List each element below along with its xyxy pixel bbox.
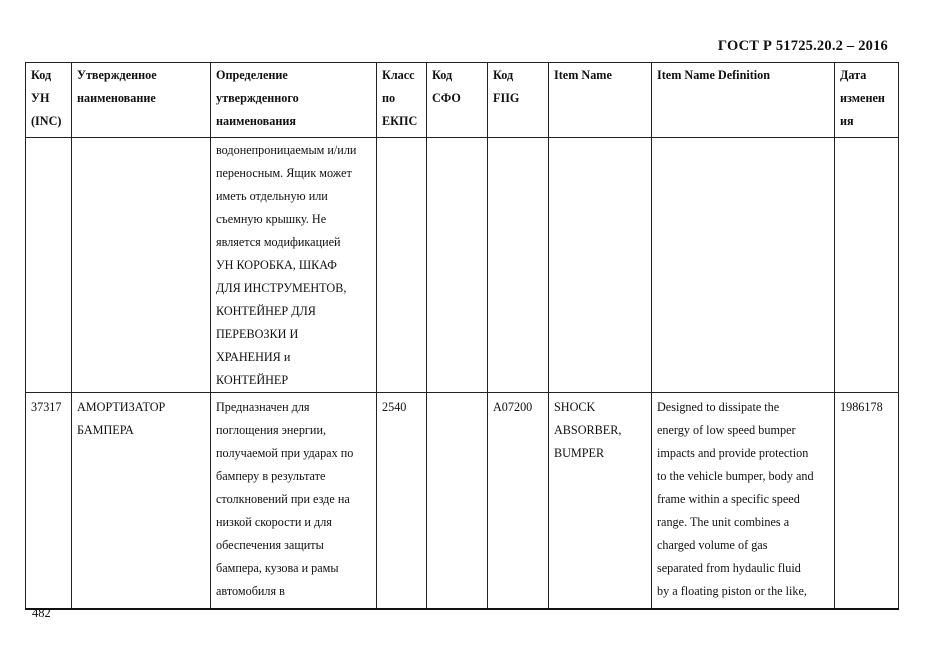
header-item-name <box>549 63 652 138</box>
cell-text-line: ДЛЯ ИНСТРУМЕНТОВ, <box>216 281 347 295</box>
cell-text-line: 37317 <box>31 400 62 414</box>
cell-text-line: 2540 <box>382 400 407 414</box>
cell-text-line: ия <box>840 114 854 128</box>
header-class-ekps <box>377 63 427 138</box>
cell-text-line: иметь отдельную или <box>216 189 328 203</box>
cell-text-line: 1986178 <box>840 400 883 414</box>
cell-fiig-code <box>488 393 549 610</box>
cell-text-line: ЕКПС <box>382 114 418 128</box>
page-number: 482 <box>32 606 51 620</box>
cell-text-line: frame within a specific speed <box>657 492 800 506</box>
cell-text-line: energy of low speed bumper <box>657 423 796 437</box>
cell-text-line: ПЕРЕВОЗКИ И <box>216 327 299 341</box>
cell-name-definition <box>211 393 377 610</box>
cell-text-line: A07200 <box>493 400 533 414</box>
cell-text-line: столкновений при езде на <box>216 492 350 506</box>
cell-text-line: СФО <box>432 91 461 105</box>
cell-text-line: УН <box>31 91 50 105</box>
header-fiig-code <box>488 63 549 138</box>
cell-text-line: range. The unit combines a <box>657 515 790 529</box>
table-header-row <box>26 63 899 138</box>
cell-text-line: to the vehicle bumper, body and <box>657 469 814 483</box>
cell-text-line: by a floating piston or the like, <box>657 584 807 598</box>
cell-text-line: БАМПЕРА <box>77 423 134 437</box>
cell-text-line: FIIG <box>493 91 520 105</box>
cell-inc-code <box>26 393 72 610</box>
header-inc-code <box>26 63 72 138</box>
cell-text-line: charged volume of gas <box>657 538 768 552</box>
cell-text-line: получаемой при ударах по <box>216 446 354 460</box>
header-change-date <box>835 63 899 138</box>
cell-class-ekps <box>377 393 427 610</box>
cell-text-line: Утвержденное <box>77 68 157 82</box>
cell-text-line: Код <box>31 68 52 82</box>
cell-item-name <box>549 138 652 393</box>
cell-text-line: SHOCK <box>554 400 596 414</box>
cell-text-line: водонепроницаемым и/или <box>216 143 357 157</box>
cell-change-date <box>835 393 899 610</box>
cell-text-line: ХРАНЕНИЯ и <box>216 350 291 364</box>
cell-sfo-code <box>427 393 488 610</box>
cell-text-line: (INC) <box>31 114 62 128</box>
cell-text-line: impacts and provide protection <box>657 446 809 460</box>
header-approved-name <box>72 63 211 138</box>
cell-text-line: съемную крышку. Не <box>216 212 327 226</box>
cell-text-line: является модификацией <box>216 235 341 249</box>
header-sfo-code <box>427 63 488 138</box>
cell-name-definition <box>211 138 377 393</box>
cell-text-line: Код <box>493 68 514 82</box>
cell-text-line: КОНТЕЙНЕР <box>216 373 289 387</box>
cell-text-line: бампера, кузова и рамы <box>216 561 339 575</box>
table-row-shock-absorber <box>26 393 899 610</box>
cell-text-line: Item Name Definition <box>657 68 771 82</box>
cell-sfo-code <box>427 138 488 393</box>
cell-text-line: Код <box>432 68 453 82</box>
cell-text-line: утвержденного <box>216 91 299 105</box>
cell-text-line: Класс <box>382 68 415 82</box>
cell-text-line: наименования <box>216 114 296 128</box>
cell-text-line: Item Name <box>554 68 612 82</box>
cell-approved-name <box>72 138 211 393</box>
cell-text-line: BUMPER <box>554 446 605 460</box>
table-row-continuation <box>26 138 899 393</box>
cell-fiig-code <box>488 138 549 393</box>
cell-approved-name <box>72 393 211 610</box>
cell-text-line: Дата <box>840 68 867 82</box>
cell-item-name-definition <box>652 138 835 393</box>
cell-text-line: ABSORBER, <box>554 423 622 437</box>
cell-text-line: КОНТЕЙНЕР ДЛЯ <box>216 304 316 318</box>
cell-text-line: Designed to dissipate the <box>657 400 780 414</box>
cell-text-line: Определение <box>216 68 288 82</box>
cell-text-line: по <box>382 91 396 105</box>
cell-text-line: поглощения энергии, <box>216 423 327 437</box>
header-item-name-definition <box>652 63 835 138</box>
header-name-definition <box>211 63 377 138</box>
cell-text-line: обеспечения защиты <box>216 538 324 552</box>
cell-change-date <box>835 138 899 393</box>
cell-text-line: бамперу в результате <box>216 469 326 483</box>
cell-text-line: низкой скорости и для <box>216 515 332 529</box>
cell-text-line: УН КОРОБКА, ШКАФ <box>216 258 337 272</box>
cell-inc-code <box>26 138 72 393</box>
cell-text-line: Предназначен для <box>216 400 310 414</box>
cell-text-line: изменен <box>840 91 885 105</box>
cell-item-name-definition <box>652 393 835 610</box>
cell-text-line: separated from hydaulic fluid <box>657 561 801 575</box>
cell-text-line: АМОРТИЗАТОР <box>77 400 166 414</box>
classification-table <box>25 62 899 610</box>
cell-text-line: автомобиля в <box>216 584 285 598</box>
cell-class-ekps <box>377 138 427 393</box>
cell-text-line: наименование <box>77 91 156 105</box>
cell-item-name <box>549 393 652 610</box>
cell-text-line: переносным. Ящик может <box>216 166 352 180</box>
document-code-header: ГОСТ Р 51725.20.2 – 2016 <box>717 38 888 54</box>
